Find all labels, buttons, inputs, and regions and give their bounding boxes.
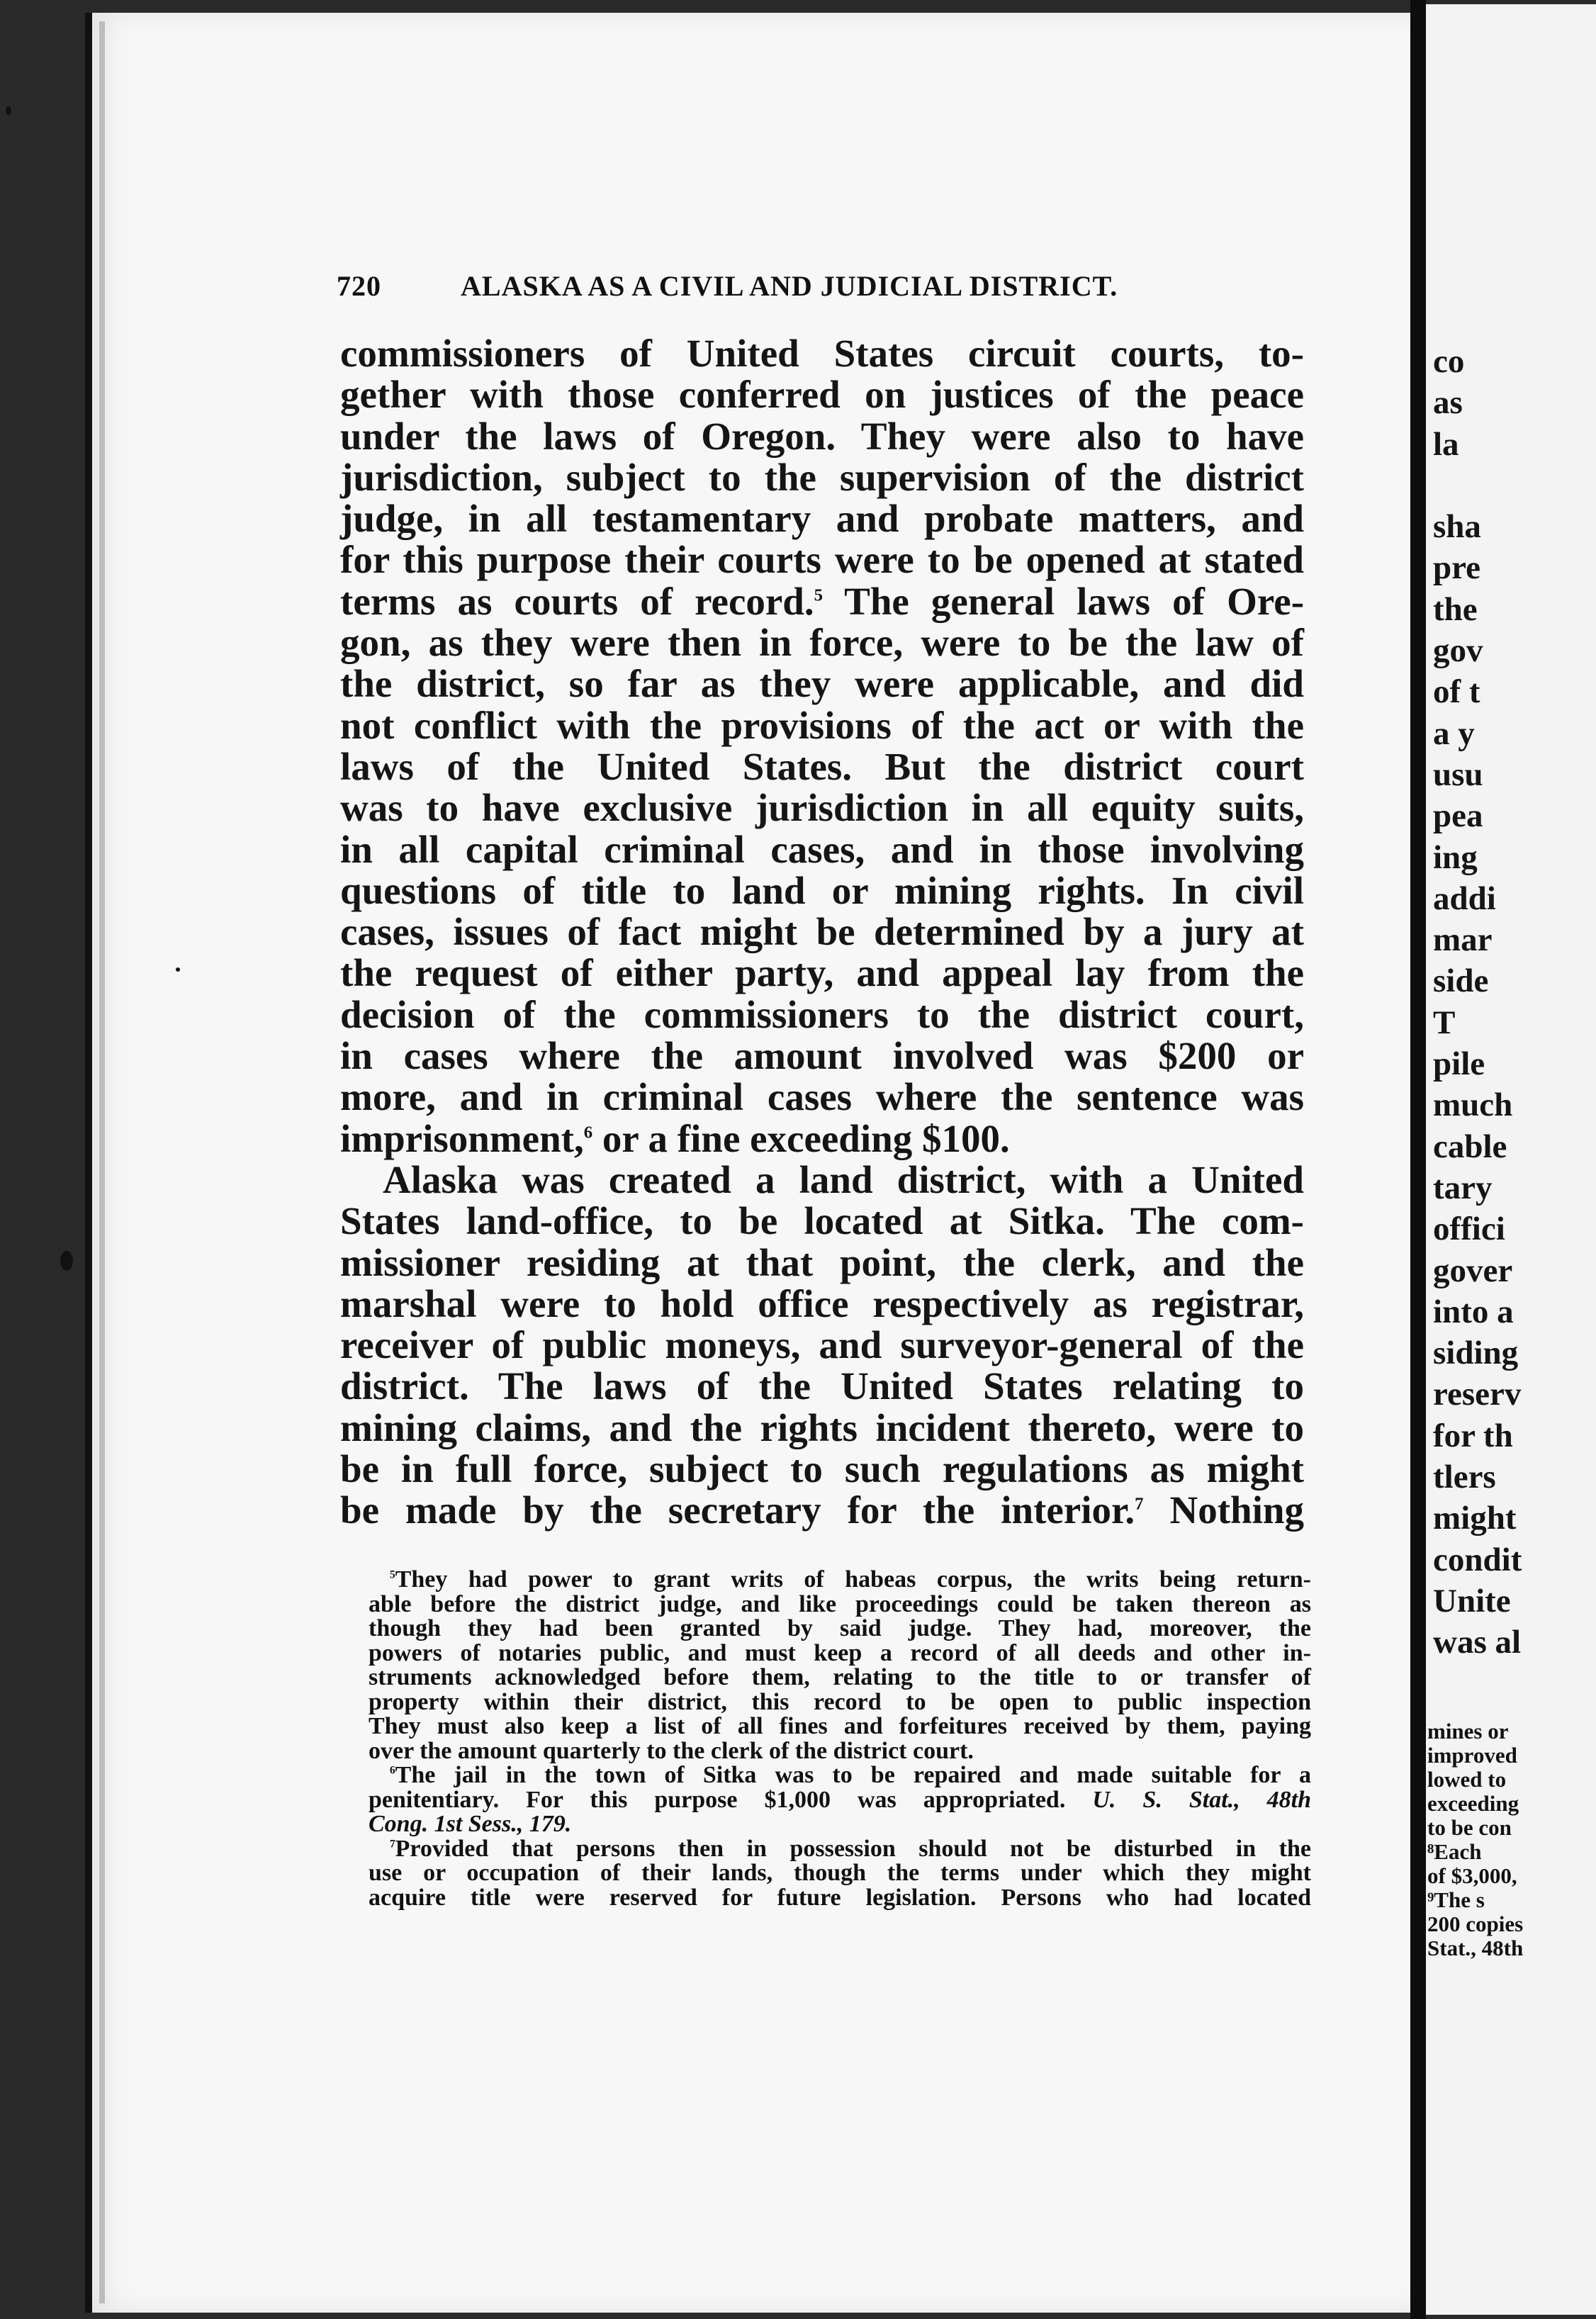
body-line: gether with those conferred on justices of the peace [340,373,1304,417]
right-page-line: condit [1433,1541,1522,1578]
right-page-line: pre [1433,549,1481,587]
right-page-line: pile [1433,1045,1485,1083]
body-line-text: Nothing [1169,1488,1305,1532]
body-line: questions of title to land or mining rights. In civil [340,868,1304,912]
body-line: in cases where the amount involved was $200 or [340,1034,1304,1078]
footnote-mark-6: 6 [390,1764,395,1777]
right-page-line: a y [1433,714,1475,752]
body-line-text: be made by the secretary for the interior. [340,1488,1135,1532]
right-page-line: pea [1433,797,1483,835]
body-line: missioner residing at that point, the clerk, and the [340,1240,1304,1284]
footnote-text: penitentiary. For this purpose $1,000 was appropriated. [369,1786,1066,1813]
body-line: Alaska was created a land district, with a United [383,1157,1304,1201]
body-line: jurisdiction, subject to the supervision of the district [340,455,1304,499]
footnote-text: Provided that persons then in possession should not be disturbed in the [395,1835,1311,1862]
right-page-line: tary [1433,1169,1493,1206]
body-line: district. The laws of the United States relating to [340,1364,1304,1408]
scan-speck [60,1251,73,1271]
page-number: 720 [337,270,381,302]
book-gutter [1410,0,1426,2319]
body-line: the request of either party, and appeal lay from the [340,951,1304,995]
right-page-line [1433,465,1596,506]
body-line: be in full force, subject to such regulations as might [340,1447,1304,1491]
right-page-line: much [1433,1086,1513,1124]
footnote-line [369,1837,1311,1862]
right-page-line: gov [1433,632,1483,670]
book-page-right [1426,4,1596,2315]
right-page-line: of t [1433,673,1480,711]
body-line: under the laws of Oregon. They were also to have [340,414,1304,458]
footnote-line: able before the district judge, and like proceedings could be taken thereon as [369,1590,1311,1617]
body-text [340,333,1304,1532]
scan-speck [176,967,180,972]
right-page-line: mar [1433,921,1493,959]
body-line: more, and in criminal cases where the sentence was [340,1075,1304,1119]
right-page-footnote-line: mines or [1427,1719,1509,1744]
body-line: receiver of public moneys, and surveyor-general of the [340,1323,1304,1367]
right-page-footnote-line: 200 copies [1427,1911,1524,1936]
right-page-line: was al [1433,1624,1522,1661]
body-line-text: imprisonment, [340,1116,584,1160]
footnotes [369,1568,1311,1910]
footnote-line [369,1788,1311,1813]
footnote-ref-5: 5 [814,585,824,605]
body-line: the district, so far as they were applicable, and did [340,662,1304,706]
right-page-footnote-fragments [1427,1719,1523,1960]
body-line-text: or a fine exceeding $100. [602,1116,1010,1160]
body-line [340,1118,1304,1160]
footnote-text: Cong. 1st Sess., 179. [369,1811,572,1837]
footnote-line [369,1812,1311,1837]
body-line: cases, issues of fact might be determined by a jury at [340,910,1304,954]
body-line-text: The general laws of Ore- [844,579,1305,623]
footnote-mark-7: 7 [390,1838,395,1851]
right-page-line: cable [1433,1128,1507,1165]
running-head-title: ALASKA AS A CIVIL AND JUDICIAL DISTRICT. [461,270,1118,302]
body-line: decision of the commissioners to the district court, [340,992,1304,1036]
right-page-line: addi [1433,880,1496,917]
right-page-line: as [1433,384,1463,422]
right-page-line: into a [1433,1293,1514,1330]
page-edge-shadow [99,21,105,2303]
footnote-line [369,1568,1311,1593]
right-page-line: co [1433,343,1465,380]
right-page-line: for th [1433,1417,1513,1454]
right-page-line: ing [1433,838,1478,876]
right-page-line: Unite [1433,1582,1511,1619]
right-page-footnote-line: improved [1427,1743,1517,1768]
footnote-line: struments acknowledged before them, relating to the title to or transfer of [369,1664,1311,1690]
body-line: not conflict with the provisions of the act or with the [340,703,1304,747]
footnote-text: They had power to grant writs of habeas corpus, the writs being return- [395,1566,1311,1593]
body-line: mining claims, and the rights incident thereto, were to [340,1405,1304,1449]
footnote-line: acquire title were reserved for future legislation. Persons who had located [369,1884,1311,1911]
footnote-line: over the amount quarterly to the clerk of the district court. [369,1737,974,1764]
right-page-line: siding [1433,1335,1519,1372]
right-page-footnote-line: lowed to [1427,1767,1507,1792]
body-line: was to have exclusive jurisdiction in all equity suits, [340,786,1304,830]
right-page-line: might [1433,1500,1517,1537]
footnote-mark-5: 5 [390,1568,395,1581]
body-line: for this purpose their courts were to be opened at stated [340,538,1304,582]
right-page-footnote-line: of $3,000, [1427,1863,1517,1888]
right-page-body-fragments [1433,341,1596,1663]
right-page-line: sha [1433,508,1481,546]
body-line: judge, in all testamentary and probate matters, and [340,497,1304,541]
body-line: marshal were to hold office respectively as registrar, [340,1281,1304,1325]
body-line: gon, as they were then in force, were to be the law of [340,621,1304,665]
running-header [337,269,1159,312]
right-page-line: side [1433,962,1489,1000]
body-line: States land-office, to be located at Sitka. The com- [340,1199,1304,1243]
right-page-line: reserv [1433,1376,1522,1413]
scan-speck [6,106,11,115]
right-page-footnote-line: Stat., 48th [1427,1936,1524,1960]
footnote-line: though they had been granted by said judge. They had, moreover, the [369,1615,1311,1641]
body-line: laws of the United States. But the district court [340,744,1304,788]
footnote-line: property within their district, this record to be open to public inspection [369,1688,1311,1715]
footnote-ref-6: 6 [583,1123,593,1142]
body-line: commissioners of United States circuit courts, to- [340,332,1304,375]
footnote-ref-7: 7 [1135,1494,1144,1514]
right-page-line: gover [1433,1252,1513,1289]
right-page-line: tlers [1433,1459,1496,1496]
right-page-footnote-line: ⁸Each [1427,1839,1482,1864]
footnote-line: use or occupation of their lands, though the terms under which they might [369,1860,1311,1886]
footnote-citation: U. S. Stat., 48th [1092,1786,1311,1813]
footnote-line: powers of notaries public, and must keep a record of all deeds and other in- [369,1639,1311,1666]
footnote-text: The jail in the town of Sitka was to be repaired and made suitable for a [395,1762,1311,1788]
right-page-footnote-line: ⁹The s [1427,1887,1485,1912]
body-line [340,581,1304,622]
right-page-line: la [1433,425,1459,463]
right-page-footnote-line: to be con [1427,1815,1512,1840]
body-line [340,1490,1304,1531]
right-page-line: usu [1433,756,1483,793]
footnote-line: They must also keep a list of all fines and forfeitures received by them, paying [369,1713,1311,1739]
right-page-line: offici [1433,1211,1505,1248]
body-line-text: terms as courts of record. [340,579,814,623]
right-page-line: T [1433,1004,1456,1041]
body-line: in all capital criminal cases, and in those involving [340,827,1304,871]
right-page-footnote-line: exceeding [1427,1791,1519,1816]
right-page-line: the [1433,590,1478,628]
footnote-line [369,1763,1311,1788]
